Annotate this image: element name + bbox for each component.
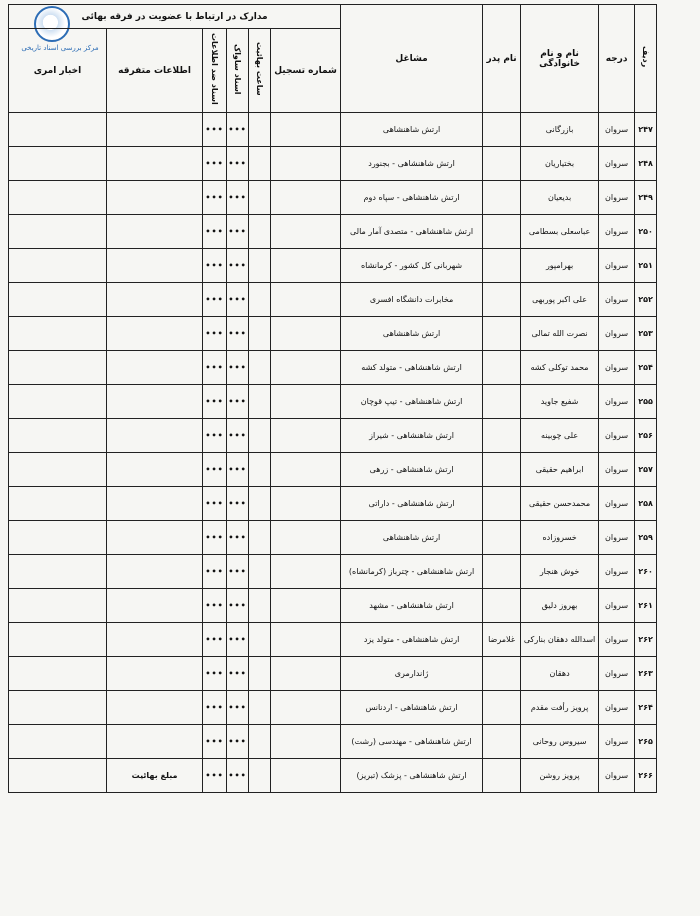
savak-cell: ••• (227, 657, 249, 691)
father-cell (483, 249, 521, 283)
record-cell (271, 521, 341, 555)
police-cell: ••• (203, 521, 227, 555)
police-cell: ••• (203, 759, 227, 793)
table-row (9, 453, 657, 487)
name-cell: محمدحسن حقیقی (521, 487, 599, 521)
table-row (9, 725, 657, 759)
police-cell: ••• (203, 589, 227, 623)
col-news: اخبار امری (9, 29, 107, 113)
row-number: ۲۵۸ (635, 487, 657, 521)
rank-cell: سروان (599, 589, 635, 623)
news-cell (9, 215, 107, 249)
unit-cell: ارتش شاهنشاهی - متولد کشه (341, 351, 483, 385)
name-cell: پرویز روشن (521, 759, 599, 793)
savak-cell: ••• (227, 759, 249, 793)
savak-cell: ••• (227, 487, 249, 521)
news-cell (9, 555, 107, 589)
record-cell (271, 453, 341, 487)
unit-cell: ارتش شاهنشاهی - چترباز (کرمانشاه) (341, 555, 483, 589)
record-cell (271, 283, 341, 317)
unit-cell: ارتش شاهنشاهی - متولد یزد (341, 623, 483, 657)
misc-cell (107, 589, 203, 623)
record-cell (271, 249, 341, 283)
misc-cell (107, 691, 203, 725)
birth-cell (249, 419, 271, 453)
unit-cell: ارتش شاهنشاهی - تیپ قوچان (341, 385, 483, 419)
table-row (9, 657, 657, 691)
misc-cell (107, 385, 203, 419)
misc-cell (107, 623, 203, 657)
misc-cell (107, 453, 203, 487)
row-number: ۲۵۶ (635, 419, 657, 453)
name-cell: بختیاریان (521, 147, 599, 181)
record-cell (271, 487, 341, 521)
table-row (9, 385, 657, 419)
record-cell (271, 759, 341, 793)
police-cell: ••• (203, 113, 227, 147)
police-cell: ••• (203, 351, 227, 385)
rank-cell: سروان (599, 351, 635, 385)
savak-cell: ••• (227, 691, 249, 725)
table-body (9, 113, 657, 793)
news-cell (9, 351, 107, 385)
police-cell: ••• (203, 487, 227, 521)
row-number: ۲۵۴ (635, 351, 657, 385)
name-cell: بازرگانی (521, 113, 599, 147)
savak-cell: ••• (227, 317, 249, 351)
name-cell: دهقان (521, 657, 599, 691)
unit-cell: ارتش شاهنشاهی - اردنانس (341, 691, 483, 725)
col-name: نام و نام خانوادگی (521, 5, 599, 113)
name-cell: سیروس روحانی (521, 725, 599, 759)
misc-cell (107, 351, 203, 385)
police-cell: ••• (203, 317, 227, 351)
father-cell (483, 385, 521, 419)
father-cell (483, 691, 521, 725)
savak-cell: ••• (227, 351, 249, 385)
savak-cell: ••• (227, 725, 249, 759)
name-cell: ابراهیم حقیقی (521, 453, 599, 487)
birth-cell (249, 113, 271, 147)
row-number: ۲۶۰ (635, 555, 657, 589)
news-cell (9, 589, 107, 623)
news-cell (9, 385, 107, 419)
row-number: ۲۵۰ (635, 215, 657, 249)
rank-cell: سروان (599, 759, 635, 793)
table-row (9, 623, 657, 657)
row-number: ۲۵۳ (635, 317, 657, 351)
table-row (9, 759, 657, 793)
birth-cell (249, 759, 271, 793)
table-row (9, 521, 657, 555)
name-cell: شفیع جاوید (521, 385, 599, 419)
table-row (9, 487, 657, 521)
birth-cell (249, 691, 271, 725)
row-number: ۲۴۷ (635, 113, 657, 147)
row-number: ۲۵۲ (635, 283, 657, 317)
row-number: ۲۵۷ (635, 453, 657, 487)
unit-cell: ارتش شاهنشاهی - داراتی (341, 487, 483, 521)
savak-cell: ••• (227, 385, 249, 419)
table-row (9, 181, 657, 215)
police-cell: ••• (203, 385, 227, 419)
misc-cell (107, 113, 203, 147)
table-row (9, 249, 657, 283)
savak-cell: ••• (227, 147, 249, 181)
birth-cell (249, 351, 271, 385)
table-row (9, 283, 657, 317)
police-cell: ••• (203, 555, 227, 589)
name-cell: عباسعلی بسطامی (521, 215, 599, 249)
members-table (8, 4, 657, 793)
unit-cell: شهربانی کل کشور - کرمانشاه (341, 249, 483, 283)
table-row (9, 147, 657, 181)
father-cell (483, 113, 521, 147)
table-row (9, 113, 657, 147)
misc-cell (107, 487, 203, 521)
father-cell (483, 351, 521, 385)
unit-cell: ارتش شاهنشاهی - زرهی (341, 453, 483, 487)
unit-cell: ارتش شاهنشاهی - شیراز (341, 419, 483, 453)
row-number: ۲۵۵ (635, 385, 657, 419)
table-row (9, 351, 657, 385)
rank-cell: سروان (599, 623, 635, 657)
savak-cell: ••• (227, 419, 249, 453)
record-cell (271, 113, 341, 147)
news-cell (9, 249, 107, 283)
row-number: ۲۴۸ (635, 147, 657, 181)
unit-cell: ژاندارمری (341, 657, 483, 691)
father-cell (483, 521, 521, 555)
unit-cell: ارتش شاهنشاهی - متصدی آمار مالی (341, 215, 483, 249)
col-record: شماره تسجیل (271, 29, 341, 113)
unit-cell: ارتش شاهنشاهی (341, 317, 483, 351)
col-row: ردیف (635, 5, 657, 113)
record-cell (271, 385, 341, 419)
father-cell (483, 487, 521, 521)
police-cell: ••• (203, 215, 227, 249)
row-number: ۲۶۳ (635, 657, 657, 691)
news-cell (9, 181, 107, 215)
news-cell (9, 521, 107, 555)
record-cell (271, 317, 341, 351)
unit-cell: ارتش شاهنشاهی - بجنورد (341, 147, 483, 181)
record-cell (271, 351, 341, 385)
police-cell: ••• (203, 453, 227, 487)
birth-cell (249, 181, 271, 215)
table-row (9, 317, 657, 351)
misc-cell (107, 555, 203, 589)
table-row (9, 691, 657, 725)
birth-cell (249, 623, 271, 657)
record-cell (271, 419, 341, 453)
name-cell: بدیعیان (521, 181, 599, 215)
savak-cell: ••• (227, 589, 249, 623)
rank-cell: سروان (599, 113, 635, 147)
row-number: ۲۶۱ (635, 589, 657, 623)
logo-text: مرکز بررسی اسناد تاریخی (21, 44, 99, 52)
police-cell: ••• (203, 691, 227, 725)
unit-cell: ارتش شاهنشاهی - پزشک (تبریز) (341, 759, 483, 793)
father-cell (483, 317, 521, 351)
record-cell (271, 181, 341, 215)
name-cell: اسدالله دهقان بنارکی (521, 623, 599, 657)
misc-cell (107, 215, 203, 249)
rank-cell: سروان (599, 317, 635, 351)
rank-cell: سروان (599, 555, 635, 589)
rank-cell: سروان (599, 487, 635, 521)
father-cell (483, 589, 521, 623)
record-cell (271, 623, 341, 657)
name-cell: پرویز رأفت مقدم (521, 691, 599, 725)
father-cell (483, 215, 521, 249)
father-cell (483, 453, 521, 487)
unit-cell: مخابرات دانشگاه افسری (341, 283, 483, 317)
father-cell (483, 147, 521, 181)
father-cell (483, 555, 521, 589)
rank-cell: سروان (599, 249, 635, 283)
name-cell: علی اکبر پوربهی (521, 283, 599, 317)
savak-cell: ••• (227, 555, 249, 589)
record-cell (271, 657, 341, 691)
birth-cell (249, 521, 271, 555)
birth-cell (249, 555, 271, 589)
misc-cell (107, 147, 203, 181)
row-number: ۲۶۴ (635, 691, 657, 725)
rank-cell: سروان (599, 283, 635, 317)
col-misc: اطلاعات متفرقه (107, 29, 203, 113)
birth-cell (249, 487, 271, 521)
savak-cell: ••• (227, 283, 249, 317)
birth-cell (249, 215, 271, 249)
police-cell: ••• (203, 725, 227, 759)
police-cell: ••• (203, 283, 227, 317)
savak-cell: ••• (227, 453, 249, 487)
father-cell: غلامرضا (483, 623, 521, 657)
news-cell (9, 725, 107, 759)
father-cell (483, 657, 521, 691)
savak-cell: ••• (227, 623, 249, 657)
col-unit: مشاغل (341, 5, 483, 113)
name-cell: خوش هنجار (521, 555, 599, 589)
birth-cell (249, 249, 271, 283)
unit-cell: ارتش شاهنشاهی (341, 113, 483, 147)
name-cell: بهروز دلیق (521, 589, 599, 623)
col-birth: ساعت بهائیت (249, 29, 271, 113)
col-father: نام پدر (483, 5, 521, 113)
rank-cell: سروان (599, 419, 635, 453)
name-cell: خسروزاده (521, 521, 599, 555)
misc-cell (107, 725, 203, 759)
news-cell (9, 657, 107, 691)
row-number: ۲۴۹ (635, 181, 657, 215)
father-cell (483, 759, 521, 793)
rank-cell: سروان (599, 453, 635, 487)
name-cell: علی چوبینه (521, 419, 599, 453)
news-cell (9, 623, 107, 657)
misc-cell (107, 249, 203, 283)
father-cell (483, 181, 521, 215)
father-cell (483, 283, 521, 317)
misc-cell (107, 419, 203, 453)
unit-cell: ارتش شاهنشاهی - مهندسی (رشت) (341, 725, 483, 759)
row-number: ۲۶۲ (635, 623, 657, 657)
rank-cell: سروان (599, 521, 635, 555)
police-cell: ••• (203, 147, 227, 181)
misc-cell (107, 181, 203, 215)
savak-cell: ••• (227, 215, 249, 249)
news-cell (9, 453, 107, 487)
record-cell (271, 215, 341, 249)
news-cell (9, 317, 107, 351)
father-cell (483, 725, 521, 759)
savak-cell: ••• (227, 181, 249, 215)
unit-cell: ارتش شاهنشاهی (341, 521, 483, 555)
row-number: ۲۵۱ (635, 249, 657, 283)
rank-cell: سروان (599, 181, 635, 215)
name-cell: بهرامپور (521, 249, 599, 283)
misc-cell: مبلغ بهائیت (107, 759, 203, 793)
rank-cell: سروان (599, 691, 635, 725)
rank-cell: سروان (599, 385, 635, 419)
record-cell (271, 725, 341, 759)
police-cell: ••• (203, 181, 227, 215)
birth-cell (249, 283, 271, 317)
news-cell (9, 691, 107, 725)
row-number: ۲۶۵ (635, 725, 657, 759)
row-number: ۲۵۹ (635, 521, 657, 555)
table-row (9, 419, 657, 453)
unit-cell: ارتش شاهنشاهی - سپاه دوم (341, 181, 483, 215)
birth-cell (249, 385, 271, 419)
table-row (9, 215, 657, 249)
table-row (9, 589, 657, 623)
birth-cell (249, 589, 271, 623)
savak-cell: ••• (227, 249, 249, 283)
police-cell: ••• (203, 657, 227, 691)
col-savak: اسناد ساواک (227, 29, 249, 113)
col-police: اسناد ضد اطلاعات (203, 29, 227, 113)
savak-cell: ••• (227, 521, 249, 555)
police-cell: ••• (203, 249, 227, 283)
savak-cell: ••• (227, 113, 249, 147)
rank-cell: سروان (599, 725, 635, 759)
table-row (9, 555, 657, 589)
news-cell (9, 113, 107, 147)
name-cell: محمد توکلی کشه (521, 351, 599, 385)
record-cell (271, 589, 341, 623)
record-cell (271, 147, 341, 181)
col-rank: درجه (599, 5, 635, 113)
group-title: مدارک در ارتباط با عضویت در فرقه بهائی (9, 5, 341, 29)
rank-cell: سروان (599, 657, 635, 691)
misc-cell (107, 657, 203, 691)
birth-cell (249, 657, 271, 691)
name-cell: نصرت الله تمالی (521, 317, 599, 351)
birth-cell (249, 725, 271, 759)
news-cell (9, 419, 107, 453)
news-cell (9, 759, 107, 793)
misc-cell (107, 521, 203, 555)
news-cell (9, 487, 107, 521)
rank-cell: سروان (599, 147, 635, 181)
police-cell: ••• (203, 419, 227, 453)
unit-cell: ارتش شاهنشاهی - مشهد (341, 589, 483, 623)
news-cell (9, 283, 107, 317)
birth-cell (249, 317, 271, 351)
row-number: ۲۶۶ (635, 759, 657, 793)
birth-cell (249, 147, 271, 181)
misc-cell (107, 317, 203, 351)
record-cell (271, 691, 341, 725)
rank-cell: سروان (599, 215, 635, 249)
father-cell (483, 419, 521, 453)
record-cell (271, 555, 341, 589)
birth-cell (249, 453, 271, 487)
police-cell: ••• (203, 623, 227, 657)
misc-cell (107, 283, 203, 317)
news-cell (9, 147, 107, 181)
